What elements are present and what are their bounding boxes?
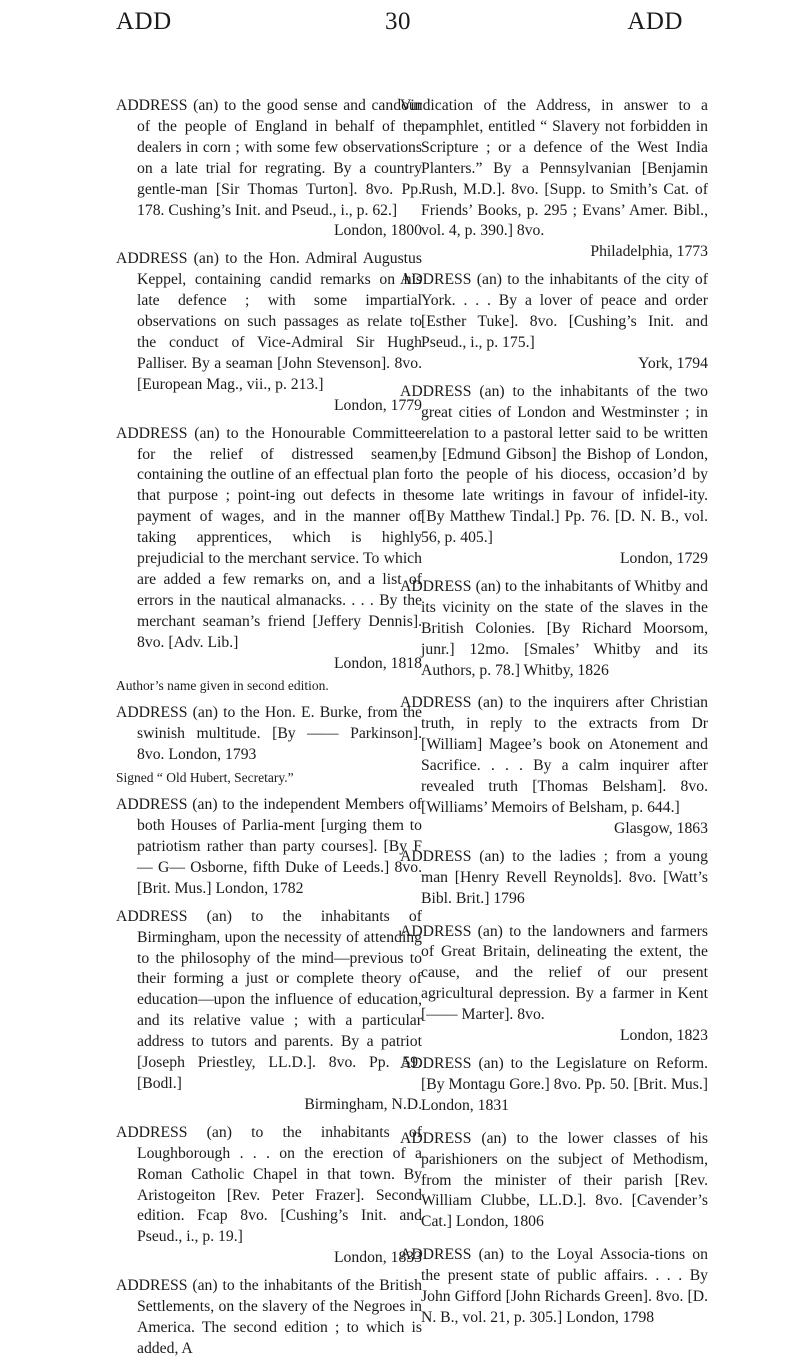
entry <box>400 922 708 1047</box>
entry <box>400 577 708 682</box>
entry-text: ADDRESS (an) to the Legislature on Reform. [By Montagu Gore.] 8vo. Pp. 50. [Brit. Mus.] London, 1831 <box>400 1054 708 1114</box>
entry-text: ADDRESS (an) to the inhabitants of the British Settlements, on the slavery of the Negroes in America. The second edition ; to which is added, A <box>116 1277 422 1357</box>
entry-text: ADDRESS (an) to the inquirers after Christian truth, in reply to the extracts from Dr [William] Magee’s book on Atonement and Sacrifice. . . . By a calm inquirer after revealed truth [Thomas Belsham]. 8vo. [Williams’ Memoirs of Belsham, p. 644.] <box>400 694 708 816</box>
entry-text: Vindication of the Address, in answer to a pamphlet, entitled “ Slavery not forbidden in Scripture ; or a defence of the West India Planters.” By a Pennsylvanian [Benjamin Rush, M.D.]. 8vo. [Supp. to Smith’s Cat. of Friends’ Books, p. 295 ; Evans’ Amer. Bibl., vol. 4, p. 390.] 8vo. <box>400 97 708 240</box>
left-column <box>116 96 422 1367</box>
entry-text: ADDRESS (an) to the Hon. E. Burke, from the swinish multitude. [By —— Parkinson]. 8vo. London, 1793 <box>116 704 422 764</box>
entry-imprint: Philadelphia, 1773 <box>590 243 708 261</box>
entry-note: Author’s name given in second edition. <box>116 678 329 694</box>
running-header <box>0 8 800 44</box>
entry <box>400 1054 708 1117</box>
entry-text: ADDRESS (an) to the Hon. Admiral Augustus Keppel, containing candid remarks on his late defence ; with some impartial observations on such passages as relate to the conduct of Vice-Admiral Sir Hugh Palliser. By a seaman [John Stevenson]. 8vo. [European Mag., vii., p. 213.] <box>116 250 422 393</box>
entry-text: ADDRESS (an) to the ladies ; from a young man [Henry Revell Reynolds]. 8vo. [Watt’s Bibl. Brit.] 1796 <box>400 847 708 907</box>
entry-text: ADDRESS (an) to the inhabitants of Loughborough . . . on the erection of a Roman Catholic Chapel in that town. By Aristogeiton [Rev. Peter Frazer]. Second edition. Fcap 8vo. [Cushing’s Init. and Pseud., i., p. 19.] <box>116 1123 422 1246</box>
header-left-word: ADD <box>116 8 172 35</box>
entry-text: ADDRESS (an) to the Loyal Associa-tions on the present state of public affairs. . . . By John Gifford [John Richards Green]. 8vo. [D. N. B., vol. 21, p. 305.] London, 1798 <box>400 1246 708 1326</box>
entry <box>400 96 708 263</box>
entry-text: ADDRESS (an) to the inhabitants of Birmingham, upon the necessity of attending to the philosophy of the mind—previous to their forming a just or complete theory of education—upon the influence of education, and its relative value ; with a particular address to tutors and parents. By a patriot [Joseph Priestley, LL.D.]. 8vo. Pp. 59. [Bodl.] <box>116 907 422 1092</box>
entry <box>400 693 708 839</box>
entry-text: ADDRESS (an) to the landowners and farmers of Great Britain, delineating the extent, the cause, and the relief of our present agricultural depression. By a farmer in Kent [—— Marter]. 8vo. <box>400 922 708 1024</box>
entry <box>400 847 708 910</box>
entry <box>116 249 422 416</box>
entry-imprint: London, 1729 <box>619 550 708 568</box>
entry <box>116 96 422 242</box>
entry <box>116 703 422 766</box>
header-right-word: ADD <box>627 8 683 35</box>
entry <box>400 1129 708 1234</box>
entry-text: ADDRESS (an) to the Honourable Committee for the relief of distressed seamen, containing the outline of an effectual plan for that purpose ; point-ing out defects in the payment of wages, and in the manner of taking apprentices, which is highly prejudicial to the merchant service. To which are added a few remarks on, and a list of errors in the nautical almanacks. . . . By the merchant seaman’s friend [Jeffery Dennis]. 8vo. [Adv. Lib.] <box>116 424 422 651</box>
entry-text: ADDRESS (an) to the inhabitants of the two great cities of London and Westminster ; in relation to a pastoral letter said to be written by [Edmund Gibson] the Bishop of London, to the people of his diocess, occasion’d by some late writings in favour of infidel-ity. [By Matthew Tindal.] Pp. 76. [D. N. B., vol. 56, p. 405.] <box>400 382 708 547</box>
entry <box>116 907 422 1116</box>
page-number: 30 <box>385 8 411 35</box>
entry-imprint: Birmingham, N.D. <box>304 1095 422 1113</box>
entry <box>400 382 708 570</box>
entry <box>116 795 422 900</box>
entry-imprint: London, 1833 <box>333 1249 422 1267</box>
entry <box>400 270 708 375</box>
entry-text: ADDRESS (an) to the inhabitants of Whitby and its vicinity on the state of the slaves in the British Colonies. [By Richard Moorsom, junr.] 12mo. [Smales’ Whitby and its Authors, p. 78.] Whitby, 1826 <box>400 577 708 679</box>
right-column <box>400 96 708 1336</box>
entry-imprint: London, 1800 <box>333 222 422 240</box>
entry-imprint: London, 1818 <box>333 654 422 672</box>
entry <box>400 1245 708 1329</box>
entry-imprint: York, 1794 <box>638 354 708 372</box>
entry-note: Signed “ Old Hubert, Secretary.” <box>116 770 294 786</box>
entry <box>116 1276 422 1360</box>
entry-imprint: London, 1823 <box>619 1027 708 1045</box>
entry-imprint: Glasgow, 1863 <box>614 819 708 837</box>
entry <box>116 424 422 675</box>
entry-text: ADDRESS (an) to the independent Members of both Houses of Parlia-ment [urging them to patriotism rather than party courses]. [By F— G— Osborne, fifth Duke of Leeds.] 8vo. [Brit. Mus.] London, 1782 <box>116 796 422 897</box>
entry-text: ADDRESS (an) to the lower classes of his parishioners on the subject of Methodism, from the minister of their parish [Rev. William Clubbe, LL.D.]. 8vo. [Cavender’s Cat.] London, 1806 <box>400 1129 708 1231</box>
entry-imprint: London, 1779 <box>333 396 422 414</box>
entry <box>116 1123 422 1269</box>
entry-text: ADDRESS (an) to the good sense and candour of the people of England in behalf of the dealers in corn ; with some few observations on a late trial for regrating. By a country gentle-man [Sir Thomas Turton]. 8vo. Pp. 178. Cushing’s Init. and Pseud., i., p. 62.] <box>116 97 422 219</box>
entry-text: ADDRESS (an) to the inhabitants of the city of York. . . . By a lover of peace and order [Esther Tuke]. 8vo. [Cushing’s Init. and Pseud., i., p. 175.] <box>400 271 708 351</box>
